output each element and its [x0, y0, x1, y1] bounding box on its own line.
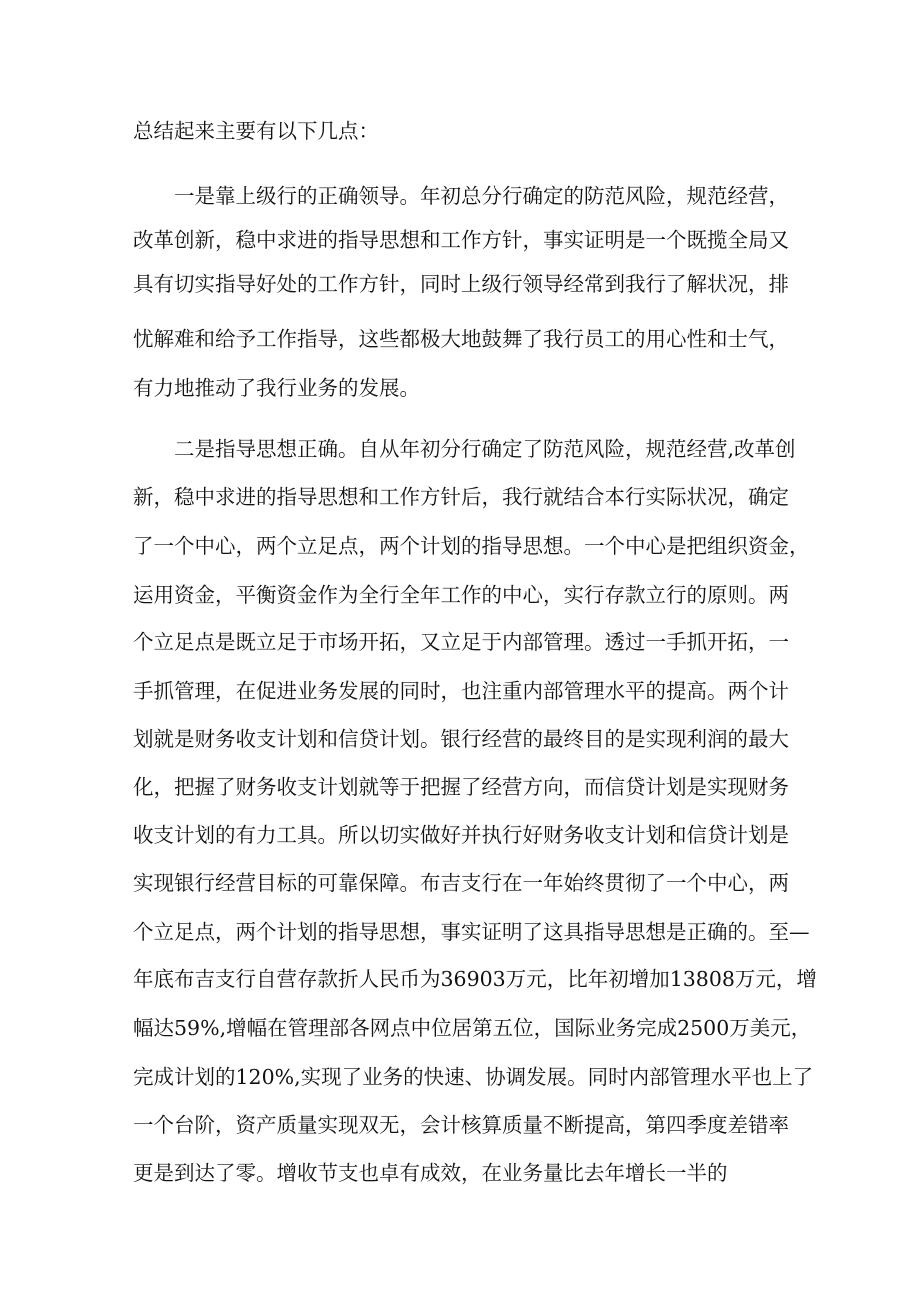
paragraph-2-line-15: 一个台阶，资产质量实现双无，会计核算质量不断提高，第四季度差错率: [133, 1113, 789, 1137]
paragraph-1-line-3: 具有切实指导好处的工作方针，同时上级行领导经常到我行了解状况，排: [133, 272, 789, 296]
paragraph-2-line-10: 实现银行经营目标的可靠保障。布吉支行在一年始终贯彻了一个中心，两: [133, 871, 789, 895]
paragraph-2-line-9: 收支计划的有力工具。所以切实做好并执行好财务收支计划和信贷计划是: [133, 823, 789, 847]
paragraph-1-line-2: 改革创新，稳中求进的指导思想和工作方针，事实证明是一个既揽全局又: [133, 228, 789, 252]
paragraph-2-line-8: 化，把握了财务收支计划就等于把握了经营方向，而信贷计划是实现财务: [133, 775, 789, 799]
paragraph-1-line-4: 忧解难和给予工作指导，这些都极大地鼓舞了我行员工的用心性和士气，: [133, 327, 789, 351]
text-line-intro: 总结起来主要有以下几点：: [133, 119, 379, 143]
paragraph-2-line-7: 划就是财务收支计划和信贷计划。银行经营的最终目的是实现利润的最大: [133, 727, 789, 751]
paragraph-2-line-4: 运用资金，平衡资金作为全行全年工作的中心，实行存款立行的原则。两: [133, 583, 789, 607]
paragraph-2-line-12: 年底布吉支行自营存款折人民币为36903万元，比年初增加13808万元，增: [133, 967, 817, 991]
paragraph-2-line-5: 个立足点是既立足于市场开拓，又立足于内部管理。透过一手抓开拓，一: [133, 630, 789, 654]
paragraph-2-line-14: 完成计划的120%,实现了业务的快速、协调发展。同时内部管理水平也上了: [133, 1065, 814, 1089]
paragraph-2-line-13: 幅达59%,增幅在管理部各网点中位居第五位，国际业务完成2500万美元，: [133, 1016, 812, 1040]
paragraph-2-line-2: 新，稳中求进的指导思想和工作方针后，我行就结合本行实际状况，确定: [133, 485, 789, 509]
paragraph-2-line-16: 更是到达了零。增收节支也卓有成效，在业务量比去年增长一半的: [133, 1161, 728, 1185]
paragraph-2-line-1: 二是指导思想正确。自从年初分行确定了防范风险，规范经营,改革创: [174, 437, 796, 461]
paragraph-1-line-1: 一是靠上级行的正确领导。年初总分行确定的防范风险，规范经营，: [174, 184, 789, 208]
paragraph-2-line-11: 个立足点，两个计划的指导思想，事实证明了这具指导思想是正确的。至—: [133, 920, 810, 944]
paragraph-1-line-5: 有力地推动了我行业务的发展。: [133, 376, 420, 400]
paragraph-2-line-6: 手抓管理，在促进业务发展的同时，也注重内部管理水平的提高。两个计: [133, 679, 789, 703]
paragraph-2-line-3: 了一个中心，两个立足点，两个计划的指导思想。一个中心是把组织资金，: [133, 534, 810, 558]
